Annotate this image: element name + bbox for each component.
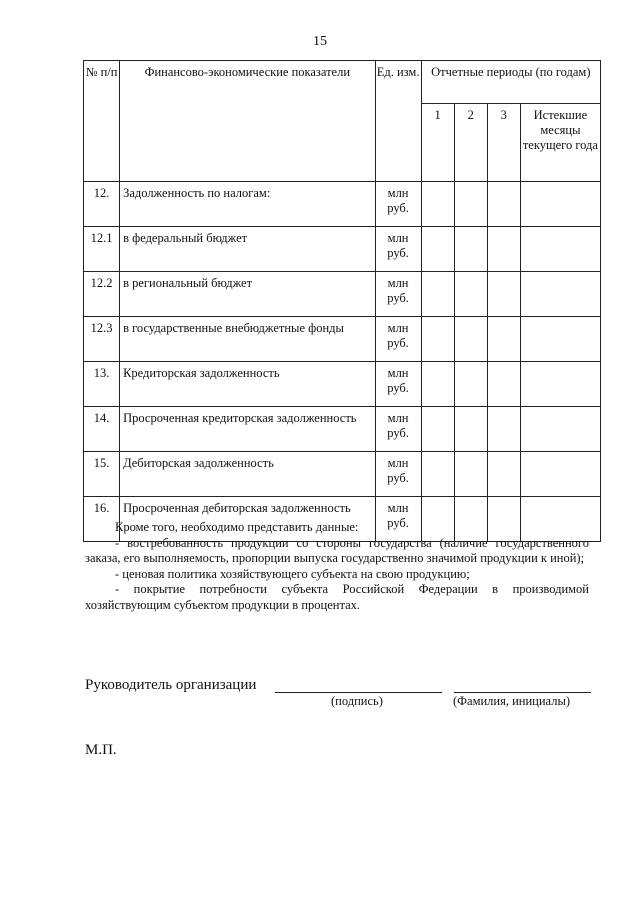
row-unit	[375, 317, 421, 362]
header-reporting-periods: Отчетные периоды (по годам)	[421, 61, 600, 104]
year-value-cell	[454, 272, 487, 317]
year-value-cell	[487, 452, 520, 497]
row-indicator-name: Кредиторская задолженность	[120, 362, 375, 407]
year-value-cell	[421, 452, 454, 497]
row-indicator-name: Просроченная дебиторская задолженность	[120, 497, 375, 542]
signature-caption: (подпись)	[331, 694, 383, 708]
unit-line: руб.	[387, 381, 409, 395]
table-row	[84, 272, 601, 317]
table-header-row	[84, 61, 601, 104]
header-indicators: Финансово-экономические показатели	[120, 61, 375, 182]
year-value-cell	[421, 407, 454, 452]
year-value-cell	[421, 227, 454, 272]
signature-label: Руководитель организации	[85, 677, 257, 693]
table-row	[84, 227, 601, 272]
row-number: 13.	[84, 362, 120, 407]
table-row	[84, 362, 601, 407]
additional-requirements	[85, 520, 589, 613]
table-row	[84, 407, 601, 452]
signature-line	[275, 692, 442, 693]
row-number: 14.	[84, 407, 120, 452]
year-value-cell	[487, 182, 520, 227]
unit-line: млн	[387, 366, 409, 380]
table-row	[84, 317, 601, 362]
page-number: 15	[313, 34, 327, 49]
row-indicator-name: в региональный бюджет	[120, 272, 375, 317]
year-value-cell	[454, 407, 487, 452]
name-caption: (Фамилия, инициалы)	[453, 694, 571, 708]
row-unit	[375, 452, 421, 497]
year-value-cell	[421, 362, 454, 407]
row-number: 12.3	[84, 317, 120, 362]
year-value-cell	[454, 227, 487, 272]
row-unit	[375, 182, 421, 227]
row-number: 16.	[84, 497, 120, 542]
row-unit	[375, 272, 421, 317]
year-value-cell	[454, 362, 487, 407]
year-value-cell	[421, 317, 454, 362]
notes-item: - ценовая политика хозяйствующего субъекта на свою продукцию;	[115, 566, 470, 581]
table-row	[84, 182, 601, 227]
unit-line: руб.	[387, 291, 409, 305]
row-number: 12.	[84, 182, 120, 227]
name-line	[454, 692, 591, 693]
header-current-year-months: Истекшие месяцы текущего года	[520, 104, 600, 182]
year-value-cell	[487, 362, 520, 407]
header-year-2: 2	[454, 104, 487, 182]
current-year-value-cell	[520, 452, 600, 497]
notes-intro: Кроме того, необходимо представить данные:	[115, 520, 359, 534]
row-indicator-name: Задолженность по налогам:	[120, 182, 375, 227]
unit-line: млн	[387, 186, 409, 200]
unit-line: млн	[387, 276, 409, 290]
stamp-placeholder: М.П.	[85, 742, 117, 758]
row-number: 12.2	[84, 272, 120, 317]
unit-line: млн	[387, 231, 409, 245]
unit-line: млн	[387, 501, 409, 515]
row-indicator-name: в федеральный бюджет	[120, 227, 375, 272]
row-indicator-name: Просроченная кредиторская задолженность	[120, 407, 375, 452]
current-year-value-cell	[520, 407, 600, 452]
financial-indicators-table	[83, 60, 601, 542]
header-year-3: 3	[487, 104, 520, 182]
unit-line: млн	[387, 456, 409, 470]
row-indicator-name: в государственные внебюджетные фонды	[120, 317, 375, 362]
header-number: № п/п	[84, 61, 120, 182]
row-number: 15.	[84, 452, 120, 497]
year-value-cell	[421, 272, 454, 317]
unit-line: руб.	[387, 336, 409, 350]
header-year-1: 1	[421, 104, 454, 182]
unit-line: руб.	[387, 246, 409, 260]
unit-line: руб.	[387, 516, 409, 530]
year-value-cell	[487, 407, 520, 452]
unit-line: руб.	[387, 471, 409, 485]
year-value-cell	[454, 182, 487, 227]
header-unit: Ед. изм.	[375, 61, 421, 182]
table-row	[84, 452, 601, 497]
notes-item: - востребованность продукции со стороны государства (наличие государственного заказа, его выполняемость, пропорции выпуска государственно значимой продукции к иной);	[85, 535, 589, 565]
unit-line: млн	[387, 411, 409, 425]
row-unit	[375, 227, 421, 272]
year-value-cell	[421, 182, 454, 227]
row-indicator-name: Дебиторская задолженность	[120, 452, 375, 497]
year-value-cell	[454, 452, 487, 497]
year-value-cell	[454, 317, 487, 362]
row-unit	[375, 362, 421, 407]
year-value-cell	[487, 317, 520, 362]
current-year-value-cell	[520, 317, 600, 362]
notes-item: - покрытие потребности субъекта Российской Федерации в производимой хозяйствующим субъектом продукции в процентах.	[85, 582, 589, 612]
row-number: 12.1	[84, 227, 120, 272]
year-value-cell	[487, 227, 520, 272]
current-year-value-cell	[520, 362, 600, 407]
current-year-value-cell	[520, 272, 600, 317]
unit-line: руб.	[387, 201, 409, 215]
row-unit	[375, 407, 421, 452]
current-year-value-cell	[520, 227, 600, 272]
current-year-value-cell	[520, 182, 600, 227]
year-value-cell	[487, 272, 520, 317]
unit-line: руб.	[387, 426, 409, 440]
unit-line: млн	[387, 321, 409, 335]
